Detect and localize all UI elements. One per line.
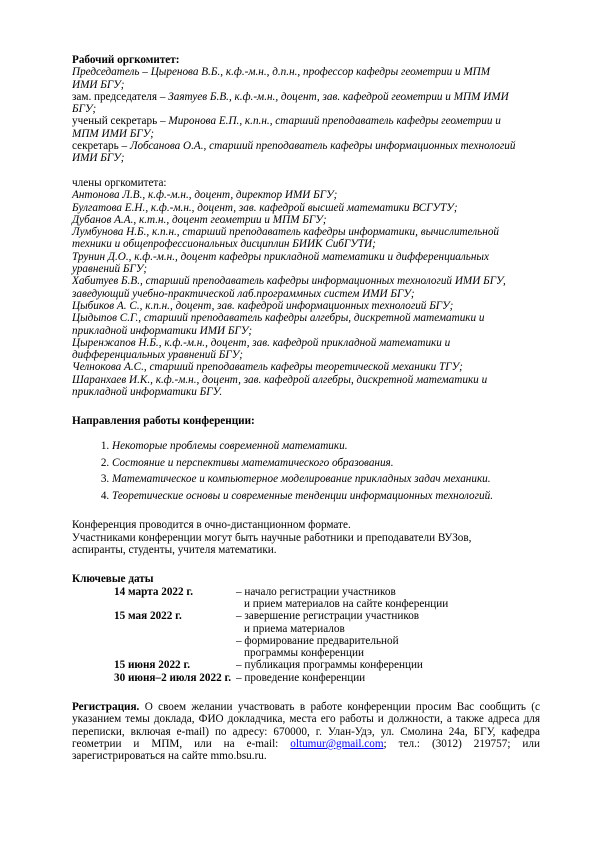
member-line: Шаранхаев И.К., к.ф.-м.н., доцент, зав. кафедрой алгебры, дискретной математики и (72, 373, 488, 386)
dates-table (72, 586, 540, 684)
registration-text-after: ; тел.: (3012) 219757; или зарегистрироваться на сайте mmo.bsu.ru. (72, 737, 540, 763)
secretary-role: секретарь – (72, 140, 130, 153)
member-line: техники и общепрофессиональных дисциплин БИИК СибГУТИ; (72, 238, 376, 251)
orgcom-secretary-line2: ИМИ БГУ; (72, 152, 125, 165)
date-value: 15 июня 2022 г. (114, 659, 191, 672)
date-desc: программы конференции (244, 647, 364, 660)
date-desc: и прием материалов на сайте конференции (244, 597, 449, 610)
member-line: заведующий учебно-практической лаб.программных систем ИМИ БГУ; (72, 287, 415, 300)
date-row (72, 610, 540, 635)
member-line: Цыренжапов Н.Б., к.ф.-м.н., доцент, зав. кафедрой прикладной математики и (72, 336, 451, 349)
date-value: 30 июня–2 июля 2022 г. (114, 671, 232, 684)
member-line: Челнокова А.С., старший преподаватель кафедры теоретической механики ТГУ; (72, 361, 463, 374)
date-value (72, 635, 236, 660)
member-line: Цыдыпов С.Г., старший преподаватель кафедры алгебры, дискретной математики и (72, 312, 485, 325)
date-desc: – публикация программы конференции (236, 659, 423, 672)
member-line: дифференциальных уравнений БГУ; (72, 349, 243, 362)
format-line1: Конференция проводится в очно-дистанционном формате. (72, 519, 351, 532)
date-value: 15 мая 2022 г. (114, 610, 182, 623)
vice-role: зам. председателя – (72, 90, 169, 103)
date-desc: – проведение конференции (236, 671, 366, 684)
member-line: уравнений БГУ; (72, 263, 148, 276)
member-line: Трунин Д.О., к.ф.-м.н., доцент кафедры прикладной математики и дифференциальных (72, 250, 489, 263)
date-desc: – формирование предварительной (236, 634, 399, 647)
direction-item: 2. Состояние и перспективы математического образования. (112, 457, 540, 469)
vice-name: Заятуев Б.В., к.ф.-м.н., доцент, зав. кафедрой геометрии и МПМ ИМИ (168, 90, 509, 103)
directions-title: Направления работы конференции: (72, 415, 255, 428)
format-line2: Участниками конференции могут быть научные работники и преподаватели ВУЗов, (72, 531, 472, 544)
dates-title: Ключевые даты (72, 573, 154, 586)
orgcom-scisec-line2: МПМ ИМИ БГУ; (72, 127, 155, 140)
orgcom-chair-line1: Председатель – Цыренова В.Б., к.ф.-м.н., д.п.н., профессор кафедры геометрии и МПМ (72, 66, 491, 79)
date-desc: – начало регистрации участников (236, 585, 396, 598)
date-desc: – завершение регистрации участников (236, 610, 420, 623)
orgcom-vice-line2: БГУ; (72, 103, 97, 116)
member-line: Булгатова Е.Н., к.ф.-м.н., доцент, зав. кафедрой высшей математики ВСГУТУ; (72, 201, 458, 214)
registration-paragraph (72, 701, 540, 762)
email-link[interactable]: oltumur@gmail.com (290, 737, 384, 750)
orgcom-vice (72, 91, 540, 103)
members-title: члены оргкомитета: (72, 176, 167, 189)
member-line: Цыбиков А. С., к.п.н., доцент, зав. кафедрой информационных технологий БГУ; (72, 299, 454, 312)
date-row (72, 586, 540, 611)
direction-item: 3. Математическое и компьютерное моделирование прикладных задач механики. (112, 473, 540, 485)
scisec-role: ученый секретарь – (72, 115, 169, 128)
orgcom-chair-line2: ИМИ БГУ; (72, 78, 125, 91)
member-line: прикладной информатики ИМИ БГУ; (72, 324, 253, 337)
orgcom-title: Рабочий оргкомитет: (72, 54, 180, 66)
date-value: 14 марта 2022 г. (114, 585, 194, 598)
secretary-name: Лобсанова О.А., старший преподаватель кафедры информационных технологий (129, 140, 516, 153)
registration-text: О своем желании участвовать в работе конференции просим Вас сообщить (с указанием темы доклада, ФИО докладчика, места его работы и должности, а также адреса для переписки, включая e-mail) по адресу: 670000, г. Улан-Удэ, ул. Смолина 24а, БГУ, кафедра геометрии и МПМ, или на e-mail: (72, 701, 540, 750)
member-line: прикладной информатики БГУ. (72, 386, 223, 399)
member-line: Лумбунова Н.Б., к.п.н., старший преподаватель кафедры информатики, вычислительной (72, 226, 500, 239)
scisec-name: Миронова Е.П., к.п.н., старший преподаватель кафедры геометрии и (168, 115, 501, 128)
date-row (72, 659, 540, 671)
member-line: Антонова Л.В., к.ф.-м.н., доцент, директор ИМИ БГУ; (72, 189, 338, 202)
orgcom-scisec (72, 115, 540, 127)
member-line: Хабитуев Б.В., старший преподаватель кафедры информационных технологий ИМИ БГУ, (72, 275, 506, 288)
format-line3: аспиранты, студенты, учителя математики. (72, 544, 277, 557)
direction-item: 1. Некоторые проблемы современной математики. (112, 440, 540, 452)
member-line: Дубанов А.А., к.т.н., доцент геометрии и МПМ БГУ; (72, 213, 327, 226)
directions-list (72, 440, 540, 503)
orgcom-secretary (72, 140, 540, 152)
date-row (72, 635, 540, 660)
registration-label: Регистрация. (72, 701, 140, 714)
date-desc: и приема материалов (244, 622, 345, 635)
document-page (72, 54, 540, 763)
direction-item: 4. Теоретические основы и современные тенденции информационных технологий. (112, 490, 540, 502)
date-row (72, 672, 540, 684)
